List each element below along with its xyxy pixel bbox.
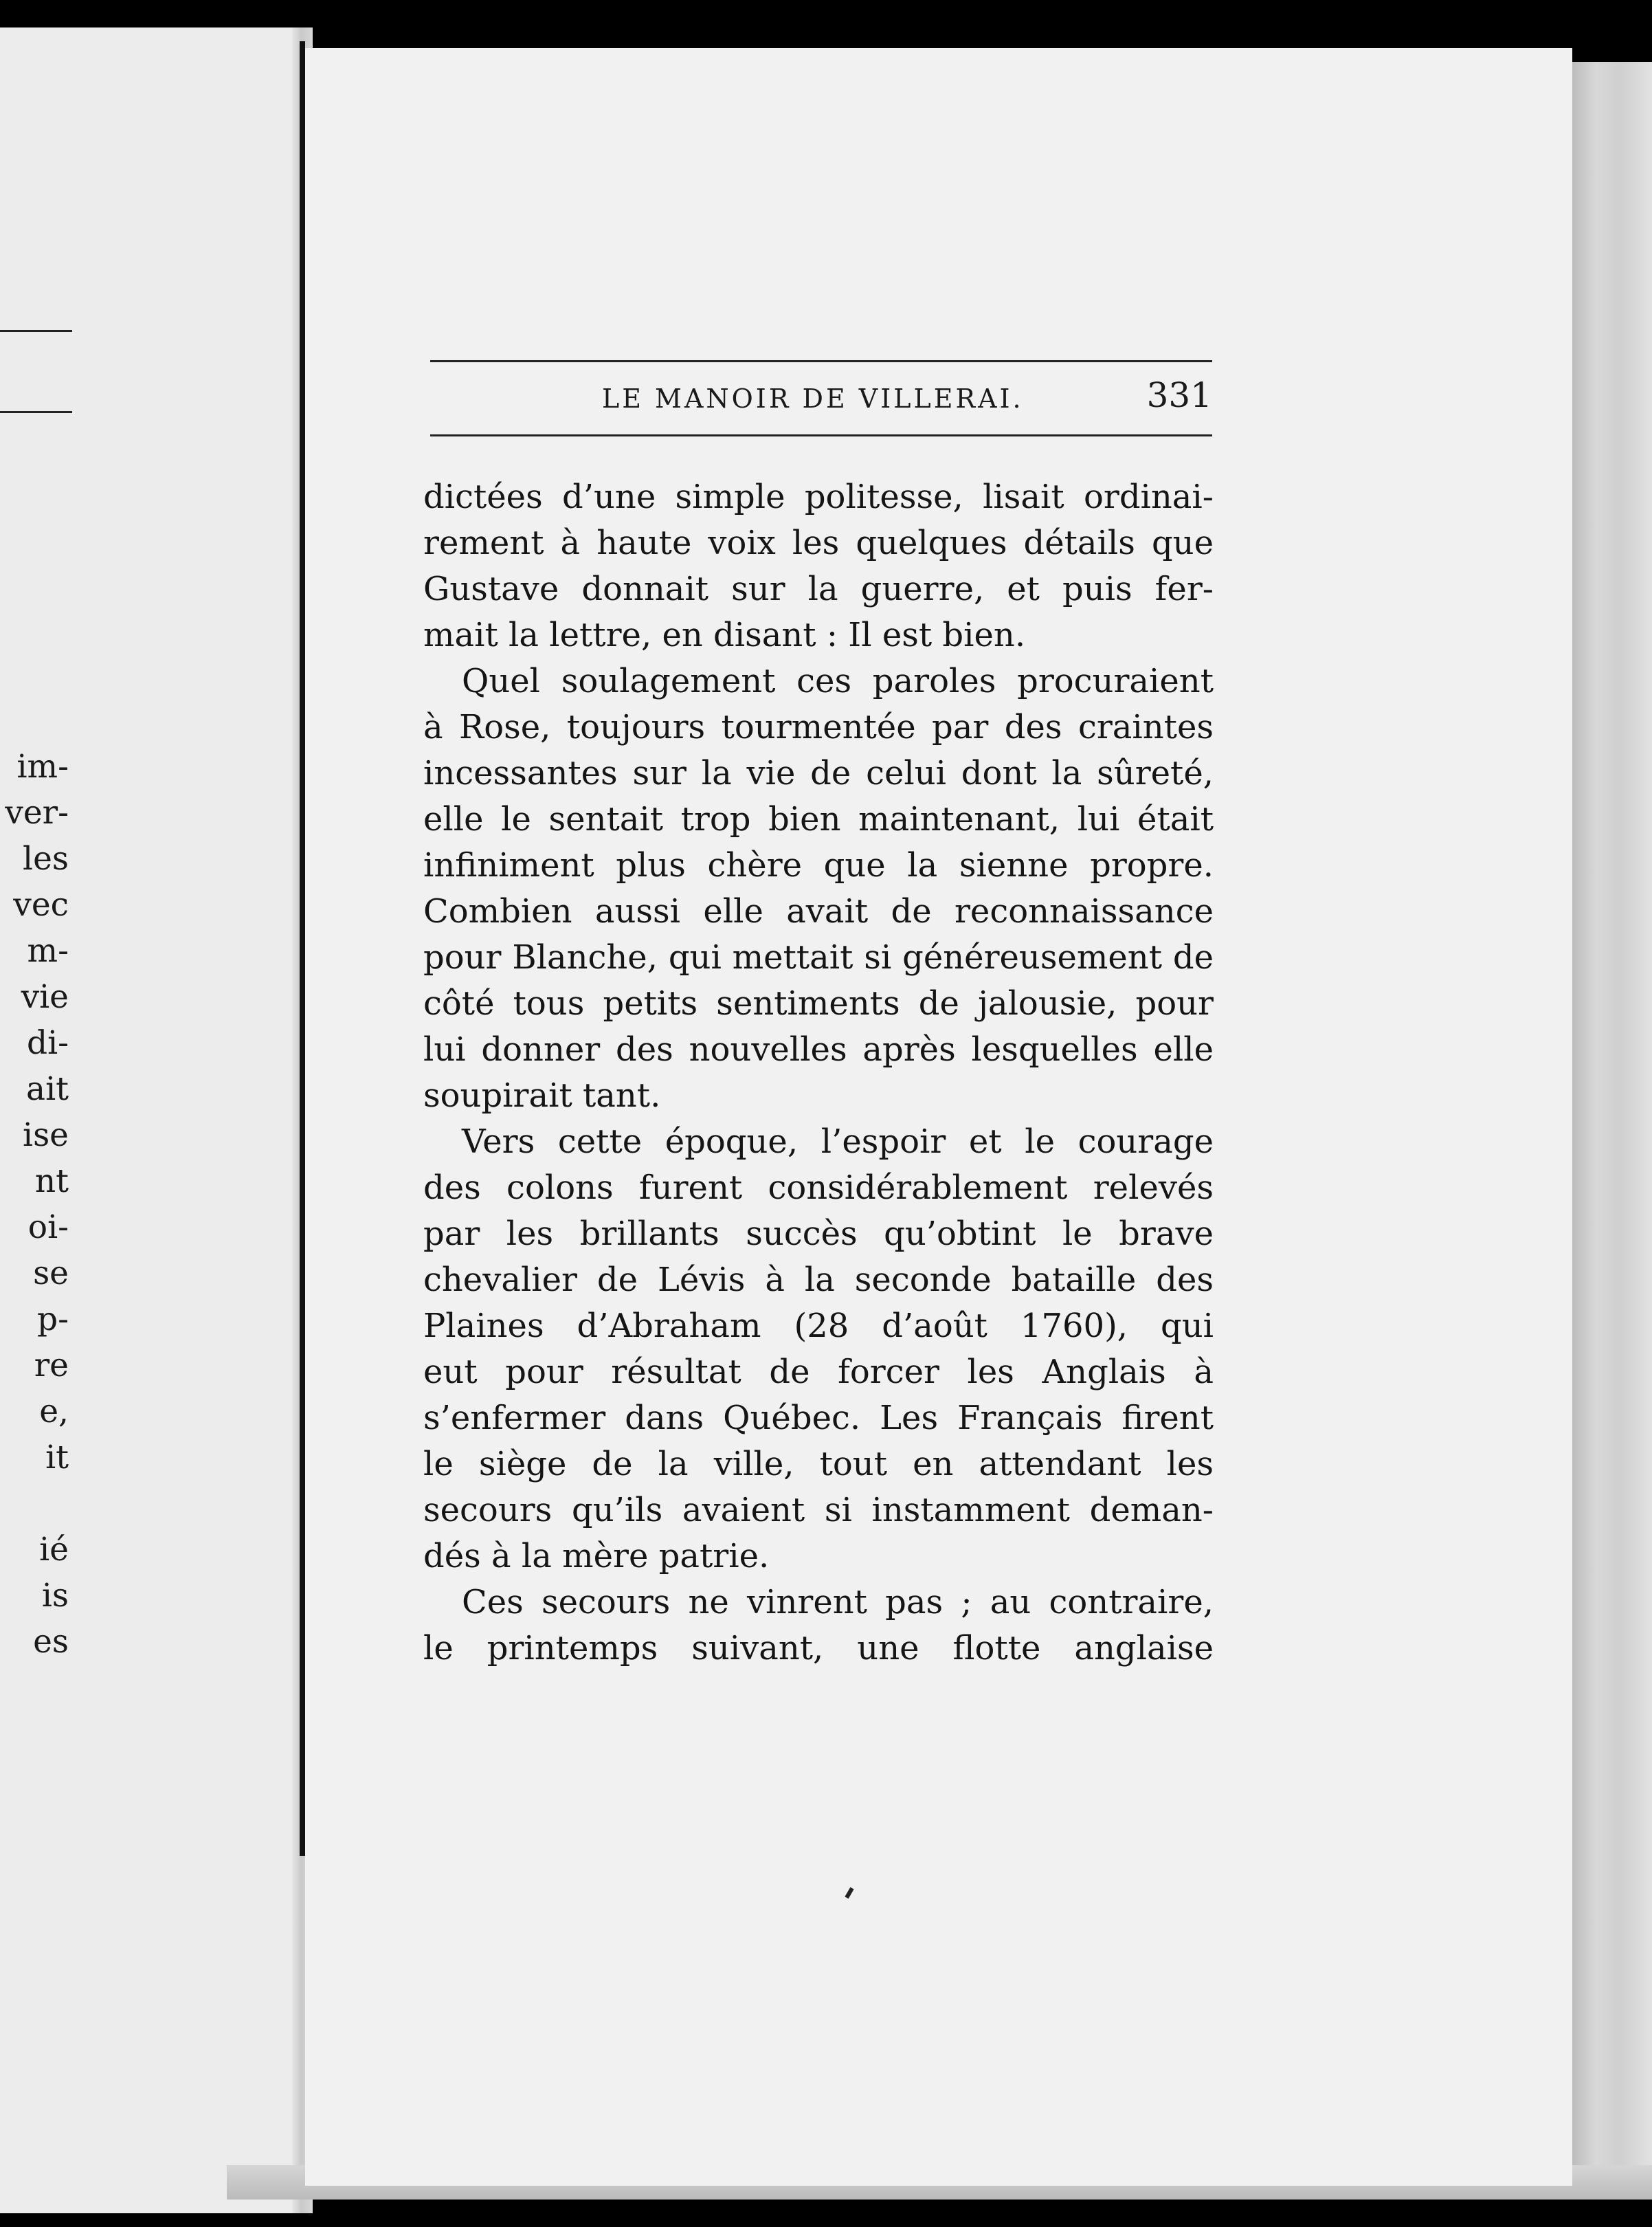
running-head <box>430 375 1212 426</box>
text-line: s’enfermer dans Québec. Les Français firent <box>423 1399 1214 1437</box>
fragment-line: ait <box>26 1070 69 1108</box>
text-line: Ces secours ne vinrent pas ; au contraire, <box>462 1583 1214 1621</box>
fragment-line: es <box>33 1623 69 1661</box>
text-line: chevalier de Lévis à la seconde bataille des <box>423 1261 1214 1299</box>
text-line: le printemps suivant, une flotte anglaise <box>423 1629 1214 1668</box>
fragment-line: im- <box>16 748 69 786</box>
fragment-line: it <box>45 1439 69 1476</box>
text-line: pour Blanche, qui mettait si généreusement de <box>423 938 1214 977</box>
fragment-line: e, <box>39 1393 69 1430</box>
text-line: rement à haute voix les quelques détails que <box>423 524 1214 562</box>
fragment-line: re <box>34 1347 69 1384</box>
text-line: par les brillants succès qu’obtint le brave <box>423 1215 1214 1253</box>
fragment-line: vec <box>13 886 69 924</box>
fragment-line: di- <box>27 1024 69 1062</box>
fragment-line: p- <box>37 1300 69 1338</box>
header-rule-bottom <box>430 434 1212 436</box>
text-line: Plaines d’Abraham (28 d’août 1760), qui <box>423 1307 1214 1345</box>
text-line: Vers cette époque, l’espoir et le courage <box>462 1122 1214 1161</box>
text-line: Combien aussi elle avait de reconnaissance <box>423 892 1214 931</box>
text-line: secours qu’ils avaient si instamment deman- <box>423 1491 1214 1529</box>
text-line: incessantes sur la vie de celui dont la sûreté, <box>423 754 1214 793</box>
text-line: soupirait tant. <box>423 1076 661 1115</box>
previous-page <box>0 27 302 2213</box>
page-number: 331 <box>1146 375 1212 415</box>
text-line: à Rose, toujours tourmentée par des craintes <box>423 708 1214 746</box>
text-line: mait la lettre, en disant : Il est bien. <box>423 616 1026 654</box>
fragment-line: nt <box>34 1162 69 1200</box>
previous-page-text-fragments <box>0 744 69 1665</box>
text-line: Gustave donnait sur la guerre, et puis fer- <box>423 570 1214 608</box>
fragment-line <box>0 1481 69 1527</box>
fragment-line: ver- <box>5 794 69 832</box>
text-line: infiniment plus chère que la sienne propre. <box>423 846 1214 885</box>
text-line: dés à la mère patrie. <box>423 1537 770 1575</box>
text-line: Quel soulagement ces paroles procuraient <box>462 662 1214 700</box>
fragment-line: is <box>41 1577 69 1615</box>
page-stack-edge <box>1572 62 1652 2193</box>
text-line: elle le sentait trop bien maintenant, lui était <box>423 800 1214 839</box>
fragment-line: oi- <box>27 1208 69 1246</box>
text-line: eut pour résultat de forcer les Anglais à <box>423 1353 1214 1391</box>
header-rule-top <box>430 360 1212 362</box>
text-line: lui donner des nouvelles après lesquelles elle <box>423 1030 1214 1069</box>
text-line: côté tous petits sentiments de jalousie, pour <box>423 984 1214 1023</box>
body-text <box>423 474 1214 1672</box>
text-line: des colons furent considérablement relevés <box>423 1168 1214 1207</box>
book-gutter <box>300 41 305 1856</box>
previous-page-rule-bottom <box>0 411 72 413</box>
fragment-line: se <box>33 1254 69 1292</box>
fragment-line: vie <box>21 978 69 1016</box>
fragment-line: m- <box>27 932 69 970</box>
text-line: dictées d’une simple politesse, lisait ordinai- <box>423 478 1214 516</box>
running-title: LE MANOIR DE VILLERAI. <box>602 384 1024 414</box>
fragment-line: ise <box>23 1116 69 1154</box>
previous-page-rule-top <box>0 330 72 332</box>
fragment-line: ié <box>39 1531 69 1569</box>
text-line: le siège de la ville, tout en attendant les <box>423 1445 1214 1483</box>
fragment-line: les <box>23 840 69 878</box>
